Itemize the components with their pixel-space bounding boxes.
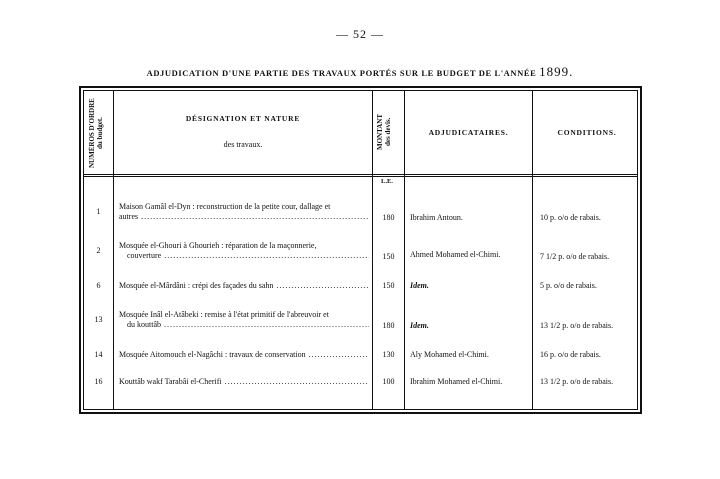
header-conditions: CONDITIONS. [557, 128, 617, 137]
unit-label: L.E. [381, 178, 393, 185]
row-amount: 180 [382, 321, 395, 330]
row-number: 1 [96, 207, 101, 216]
row-condition: 13 1/2 p. o/o de rabais. [540, 377, 614, 386]
row-number: 14 [94, 350, 103, 359]
row-contractor: Ahmed Mohamed el-Chimi. [410, 250, 501, 259]
column-divider [532, 91, 533, 409]
row-amount: 130 [382, 350, 395, 359]
header-numeros [88, 97, 110, 169]
column-divider [372, 91, 373, 409]
row-description-line1 [119, 350, 369, 360]
row-contractor: Ibrahim Antoun. [410, 213, 463, 222]
row-description-line1: Mosquée el-Ghouri à Ghourieh : réparation de la maçonnerie, [119, 241, 317, 250]
row-description-line1 [119, 281, 369, 291]
title-year: 1899. [539, 64, 574, 79]
row-description [119, 377, 369, 387]
title-text: ADJUDICATION D'UNE PARTIE DES TRAVAUX PORTÉS SUR LE BUDGET DE L'ANNÉE [146, 68, 537, 78]
row-description-line1 [119, 377, 369, 387]
budget-table [79, 86, 642, 414]
row-description [119, 350, 369, 360]
row-number: 13 [94, 315, 103, 324]
row-description [119, 202, 369, 222]
row-contractor: Aly Mohamed el-Chimi. [410, 350, 489, 359]
row-description-line1-text: Mosquée Aitomouch el-Nagâchi : travaux de conservation [119, 350, 306, 359]
header-numeros-line1: NUMÉROS D'ORDRE [88, 98, 96, 168]
header-montant [376, 101, 402, 163]
row-description-line2 [119, 212, 369, 222]
row-description-line1-text: Kouttâb wakf Tarabâi el-Cherifi [119, 377, 222, 386]
row-amount: 150 [382, 252, 395, 261]
row-description-line1: Mosquée Inâl el-Atâbeki : remise à l'état primitif de l'abreuvoir et [119, 310, 329, 319]
row-amount: 180 [382, 213, 395, 222]
row-description [119, 241, 369, 261]
header-montant-line1: MONTANT [376, 113, 384, 151]
column-divider [404, 91, 405, 409]
document-title [0, 64, 720, 80]
row-number: 6 [96, 281, 101, 290]
row-condition: 13 1/2 p. o/o de rabais. [540, 321, 614, 330]
row-description-line2-text: autres [119, 212, 139, 221]
page-number: — 52 — [336, 27, 384, 41]
row-description-line2 [119, 251, 369, 261]
row-description [119, 281, 369, 291]
row-contractor: Ibrahim Mohamed el-Chimi. [410, 377, 503, 386]
row-description-line2 [119, 320, 369, 330]
row-contractor: Idem. [410, 281, 429, 290]
row-amount: 100 [382, 377, 395, 386]
row-description [119, 310, 369, 330]
row-amount: 150 [382, 281, 395, 290]
row-number: 16 [94, 377, 103, 386]
row-description-line1: Maison Gamâl el-Dyn : reconstruction de la petite cour, dallage et [119, 202, 331, 211]
row-contractor: Idem. [410, 321, 429, 330]
row-description-line1-text: Mosquée el-Mârdâni : crépi des façades du sahn [119, 281, 274, 290]
row-number: 2 [96, 246, 101, 255]
table-inner [83, 90, 638, 410]
header-separator [84, 174, 637, 177]
row-description-line2-text: couverture [127, 251, 162, 260]
row-description-line2-text: du kouttâb [127, 320, 161, 329]
row-condition: 10 p. o/o de rabais. [540, 213, 601, 222]
row-condition: 16 p. o/o de rabais. [540, 350, 601, 359]
header-designation-sub: des travaux. [223, 140, 263, 149]
header-numeros-line2: du budget. [96, 117, 104, 149]
header-montant-line2: des devis. [384, 117, 392, 147]
row-condition: 5 p. o/o de rabais. [540, 281, 597, 290]
header-designation: DÉSIGNATION ET NATURE [185, 114, 301, 123]
row-condition: 7 1/2 p. o/o de rabais. [540, 252, 610, 261]
header-adjudicataires: ADJUDICATAIRES. [428, 128, 509, 137]
